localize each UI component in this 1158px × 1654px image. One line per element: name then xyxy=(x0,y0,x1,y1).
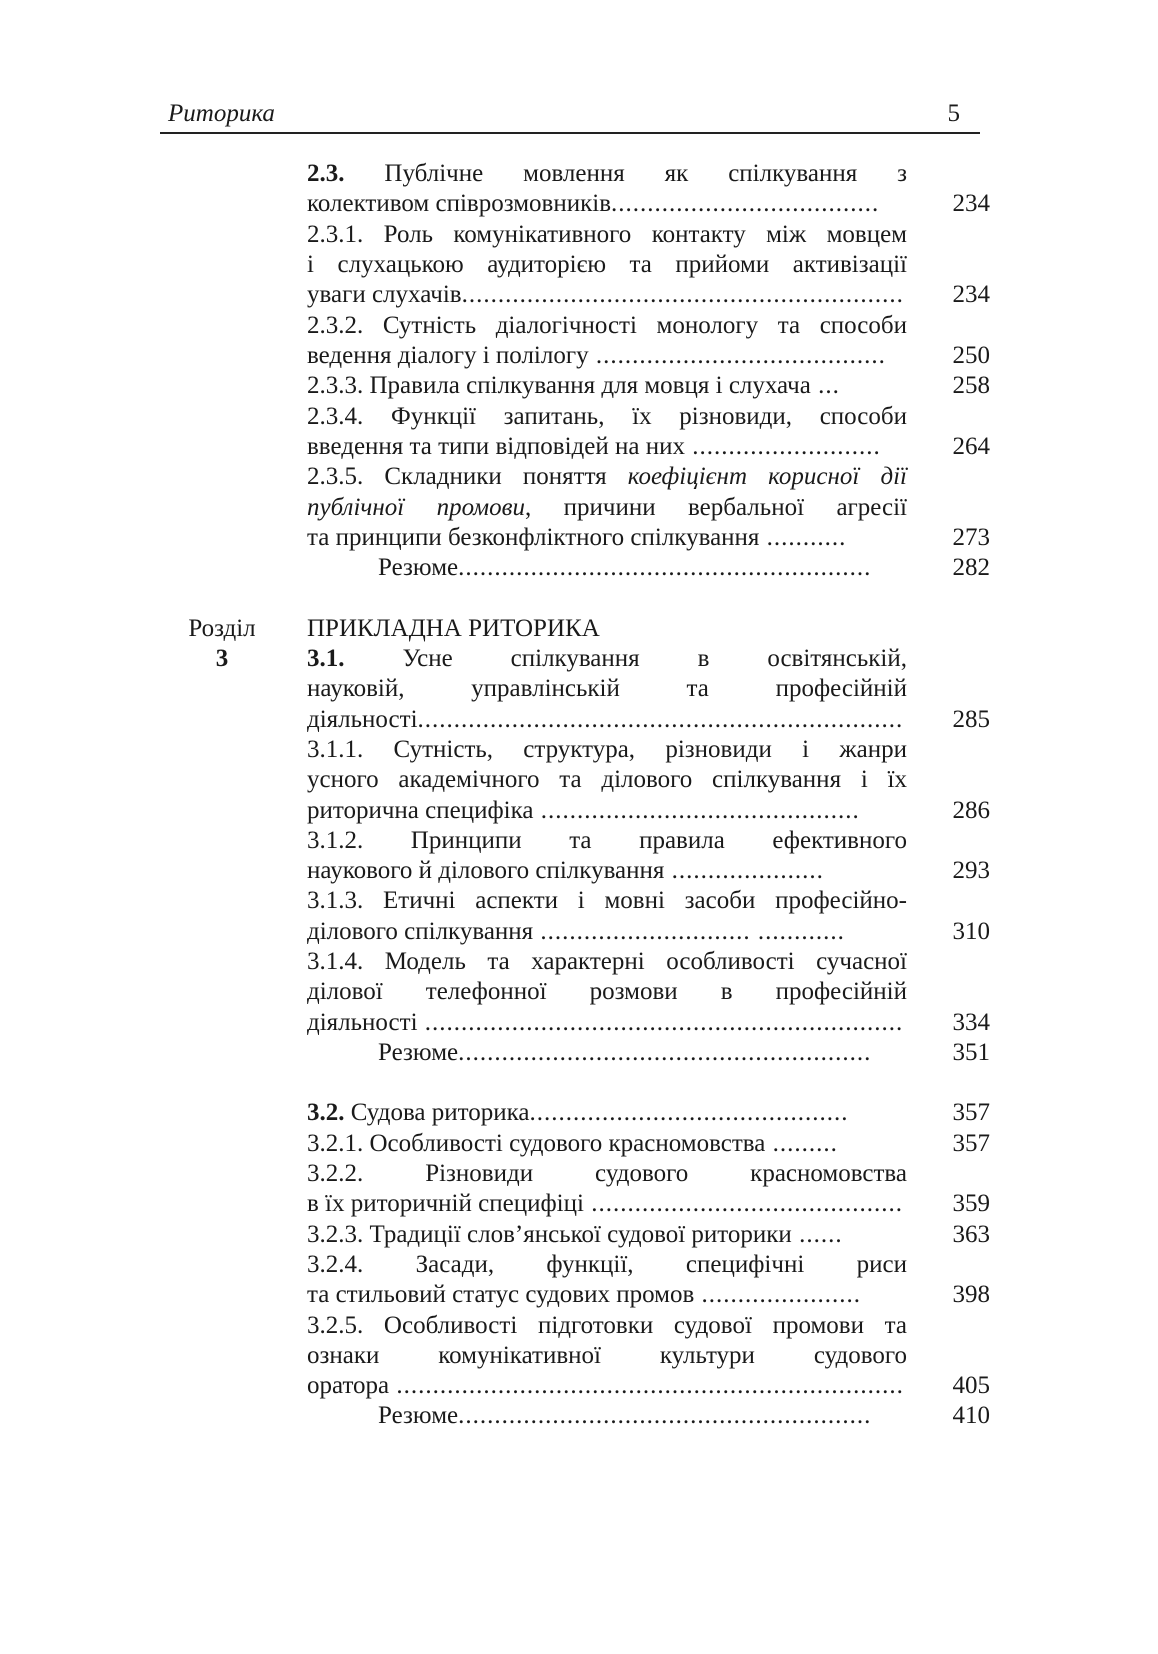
toc-page-3-1: 285 xyxy=(952,706,990,733)
toc-entry-3-2-2-line-1: 3.2.2. Різновиди судового красномовства xyxy=(307,1160,907,1187)
running-header-title: Риторика xyxy=(168,100,275,127)
toc-entry-3-1-line-1: 3.1. Усне спілкування в освітянській, xyxy=(307,645,907,672)
toc-entry-3-1-3-line-2: ділового спілкування ............................. ............ xyxy=(307,918,845,945)
toc-page-3-2-2: 359 xyxy=(952,1190,990,1217)
toc-page-3-1-2: 293 xyxy=(952,857,990,884)
toc-page-2-3: 234 xyxy=(952,190,990,217)
toc-entry-2-3-5-line-1: 2.3.5. Складники поняття коефіцієнт корисної дії xyxy=(307,463,907,490)
toc-page-2-3-2: 250 xyxy=(952,342,990,369)
toc-entry-3-1-line-3: діяльності................................................................... xyxy=(307,706,904,733)
toc-entry-3-1-1-line-1: 3.1.1. Сутність, структура, різновиди і жанри xyxy=(307,736,907,763)
toc-page-2-3-3: 258 xyxy=(952,372,990,399)
toc-entry-3-2-1: 3.2.1. Особливості судового красномовства ......... xyxy=(307,1130,838,1157)
toc-page-2-3-4: 264 xyxy=(952,433,990,460)
toc-page-3-2-4: 398 xyxy=(952,1281,990,1308)
toc-page-3-2-3: 363 xyxy=(952,1221,990,1248)
toc-entry-3-2-4-line-2: та стильовий статус судових промов ...................... xyxy=(307,1281,862,1308)
toc-entry-3-1-4-line-3: діяльності .................................................................. xyxy=(307,1009,904,1036)
toc-entry-2-3-2-line-1: 2.3.2. Сутність діалогічності монологу та способи xyxy=(307,312,907,339)
toc-entry-3-1-4-line-2: ділової телефонної розмови в професійній xyxy=(307,978,907,1005)
toc-page-3-1-4: 334 xyxy=(952,1009,990,1036)
toc-entry-2-3-5-line-3: та принципи безконфліктного спілкування ........... xyxy=(307,524,847,551)
toc-entry-3-2-4-line-1: 3.2.4. Засади, функції, специфічні риси xyxy=(307,1251,907,1278)
toc-page-3-1-3: 310 xyxy=(952,918,990,945)
toc-entry-2-3-line-2: колективом співрозмовників..................................... xyxy=(307,190,880,217)
toc-entry-3-1-1-line-2: усного академічного та ділового спілкування і їх xyxy=(307,766,907,793)
toc-entry-2-3-3: 2.3.3. Правила спілкування для мовця і слухача ... xyxy=(307,372,840,399)
toc-entry-3-1-3-line-1: 3.1.3. Етичні аспекти і мовні засоби професійно- xyxy=(307,887,907,914)
toc-entry-resume-3-1: Резюме......................................................... xyxy=(378,1039,872,1066)
toc-entry-2-3-1-line-1: 2.3.1. Роль комунікативного контакту між мовцем xyxy=(307,221,907,248)
toc-entry-3-1-line-2: науковій, управлінській та професійній xyxy=(307,675,907,702)
toc-page-resume-2-3: 282 xyxy=(952,554,990,581)
toc-entry-resume-3-2: Резюме......................................................... xyxy=(378,1402,872,1429)
toc-entry-3-1-4-line-1: 3.1.4. Модель та характерні особливості сучасної xyxy=(307,948,907,975)
part-3-title: ПРИКЛАДНА РИТОРИКА xyxy=(307,615,600,642)
section-label: Розділ xyxy=(188,615,256,642)
toc-page-2-3-1: 234 xyxy=(952,281,990,308)
toc-entry-3-1-2-line-1: 3.1.2. Принципи та правила ефективного xyxy=(307,827,907,854)
toc-entry-3-1-2-line-2: наукового й ділового спілкування ..................... xyxy=(307,857,824,884)
toc-page-3-2-5: 405 xyxy=(952,1372,990,1399)
toc-entry-2-3-2-line-2: ведення діалогу і полілогу ........................................ xyxy=(307,342,886,369)
running-header xyxy=(160,92,980,134)
toc-page-3-2: 357 xyxy=(952,1099,990,1126)
toc-entry-3-2-5-line-3: оратора ...................................................................... xyxy=(307,1372,904,1399)
toc-page-resume-3-1: 351 xyxy=(952,1039,990,1066)
toc-entry-3-2-5-line-2: ознаки комунікативної культури судового xyxy=(307,1342,907,1369)
toc-entry-3-2-5-line-1: 3.2.5. Особливості підготовки судової промови та xyxy=(307,1312,907,1339)
toc-entry-3-2-3: 3.2.3. Традиції слов’янської судової риторики ...... xyxy=(307,1221,843,1248)
toc-page-3-1-1: 286 xyxy=(952,797,990,824)
toc-entry-resume-2-3: Резюме......................................................... xyxy=(378,554,872,581)
toc-entry-3-2: 3.2. Судова риторика............................................ xyxy=(307,1099,849,1126)
toc-entry-2-3-4-line-1: 2.3.4. Функції запитань, їх різновиди, способи xyxy=(307,403,907,430)
toc-page-3-2-1: 357 xyxy=(952,1130,990,1157)
section-number: 3 xyxy=(215,645,229,672)
toc-entry-2-3-4-line-2: введення та типи відповідей на них .......................... xyxy=(307,433,881,460)
toc-entry-3-2-2-line-2: в їх риторичній специфіці ........................................... xyxy=(307,1190,903,1217)
page-number: 5 xyxy=(947,100,960,127)
toc-entry-2-3-1-line-2: і слухацькою аудиторією та прийоми активізації xyxy=(307,251,907,278)
toc-page-resume-3-2: 410 xyxy=(952,1402,990,1429)
toc-entry-3-1-1-line-3: риторична специфіка ............................................ xyxy=(307,797,860,824)
toc-entry-2-3-1-line-3: уваги слухачів............................................................. xyxy=(307,281,904,308)
toc-entry-2-3-line-1: 2.3. Публічне мовлення як спілкування з xyxy=(307,160,908,187)
toc-entry-2-3-5-line-2: публічної промови, причини вербальної агресії xyxy=(307,494,907,521)
toc-page-2-3-5: 273 xyxy=(952,524,990,551)
